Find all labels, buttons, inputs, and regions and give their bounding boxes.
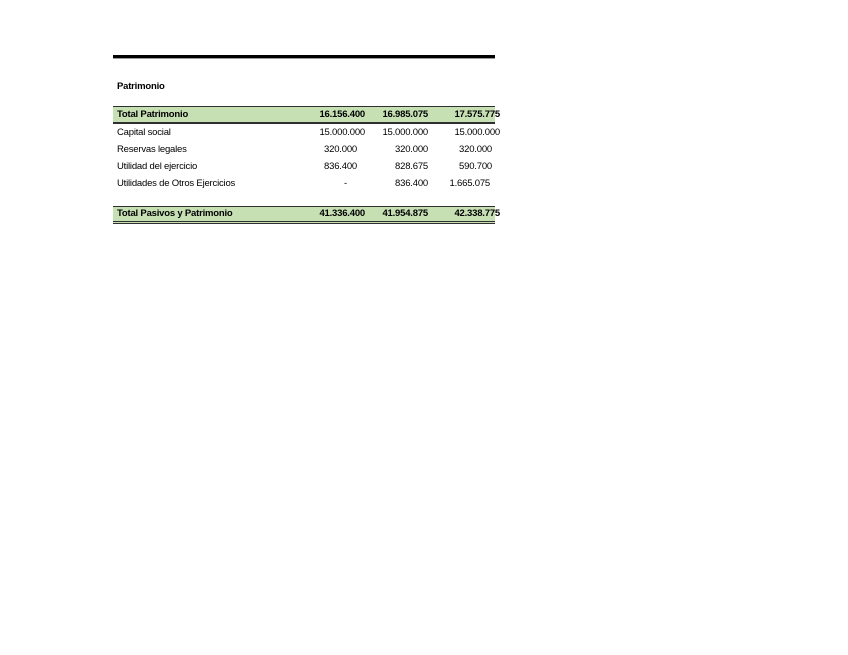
table-row-reservas-legales: [113, 141, 495, 158]
row-value-2: 15.000.000: [382, 127, 428, 138]
table-row-capital-social: [113, 124, 500, 141]
row-value-2: 836.400: [395, 178, 428, 189]
row-value-2: 320.000: [395, 144, 428, 155]
total-patrimonio-value-1: 16.156.400: [319, 109, 365, 120]
row-value-1: 15.000.000: [319, 127, 365, 138]
row-label: Utilidad del ejercicio: [117, 161, 198, 172]
total-pasivos-patrimonio-value-3: 42.338.775: [454, 208, 500, 219]
total-patrimonio-label: Total Patrimonio: [117, 109, 189, 120]
row-value-3: 1.665.075: [449, 178, 490, 189]
row-value-3: 590.700: [459, 161, 492, 172]
total-patrimonio-value-2: 16.985.075: [382, 109, 428, 120]
row-label: Capital social: [117, 127, 171, 138]
table-row-utilidad-ejercicio: [113, 158, 495, 175]
row-value-1: 320.000: [324, 144, 357, 155]
total-pasivos-patrimonio-value-1: 41.336.400: [319, 208, 365, 219]
top-border-rule: [113, 55, 495, 59]
total-patrimonio-value-3: 17.575.775: [454, 109, 500, 120]
section-title: Patrimonio: [117, 81, 165, 92]
table-row-utilidades-otros: [113, 175, 495, 192]
spreadsheet-region: [113, 55, 500, 224]
row-label: Reservas legales: [117, 144, 187, 155]
row-value-1: -: [344, 178, 347, 189]
total-pasivos-patrimonio-value-2: 41.954.875: [382, 208, 428, 219]
row-value-2: 828.675: [395, 161, 428, 172]
row-value-3: 320.000: [459, 144, 492, 155]
row-value-3: 15.000.000: [454, 127, 500, 138]
row-value-1: 836.400: [324, 161, 357, 172]
total-pasivos-patrimonio-row: [113, 206, 500, 224]
row-label: Utilidades de Otros Ejercicios: [117, 178, 236, 189]
total-patrimonio-row: [113, 106, 500, 124]
total-pasivos-patrimonio-label: Total Pasivos y Patrimonio: [117, 208, 233, 219]
